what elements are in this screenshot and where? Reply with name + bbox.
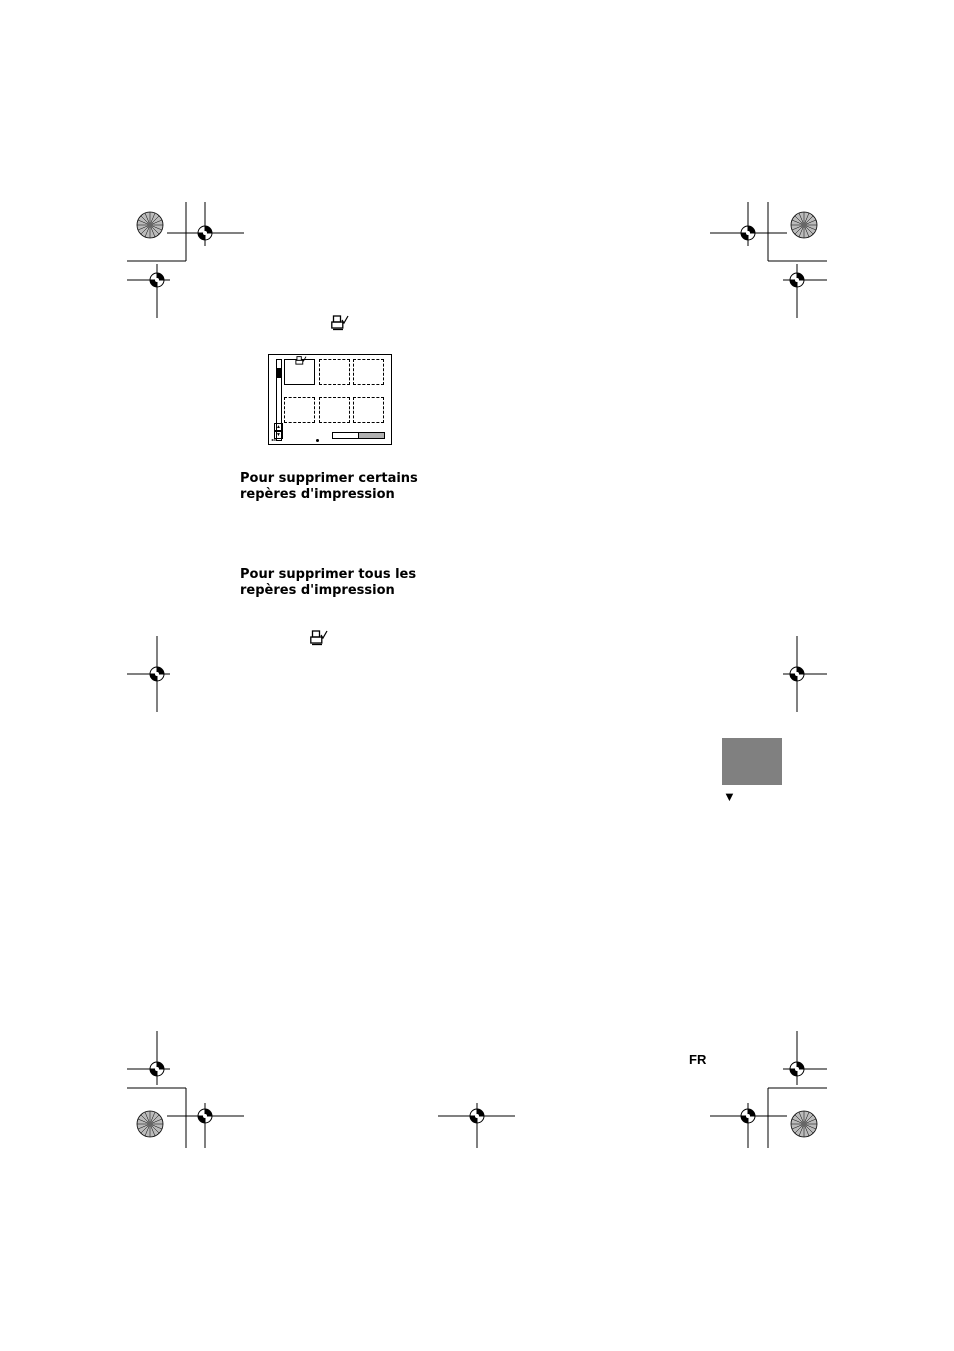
print-mark-icon xyxy=(331,315,349,331)
thumbnail xyxy=(319,359,350,385)
heading-line: repères d'impression xyxy=(240,583,395,598)
section-heading-all xyxy=(240,567,416,599)
scroll-thumb xyxy=(277,368,281,378)
scroll-down-icon: ▼ xyxy=(274,431,283,439)
nav-arrows-icon: ◂•▸ xyxy=(271,437,277,442)
thumbnail xyxy=(319,397,350,423)
continue-arrow-icon: ▼ xyxy=(723,789,736,804)
lcd-button-left xyxy=(332,432,359,439)
print-mark-icon xyxy=(310,630,328,646)
thumbnail xyxy=(353,359,384,385)
section-heading-some xyxy=(240,471,418,503)
heading-line: Pour supprimer tous les xyxy=(240,567,417,582)
scroll-up-icon: ▲ xyxy=(274,423,283,431)
center-dot xyxy=(316,439,319,442)
camera-lcd-screen xyxy=(268,354,392,445)
heading-line: Pour supprimer certains xyxy=(240,471,418,486)
lcd-button-right xyxy=(358,432,385,439)
section-tab xyxy=(722,738,782,785)
thumbnail xyxy=(353,397,384,423)
heading-line: repères d'impression xyxy=(240,487,395,502)
language-code: FR xyxy=(689,1052,707,1067)
thumbnail xyxy=(284,397,315,423)
print-mark-icon xyxy=(295,356,307,366)
